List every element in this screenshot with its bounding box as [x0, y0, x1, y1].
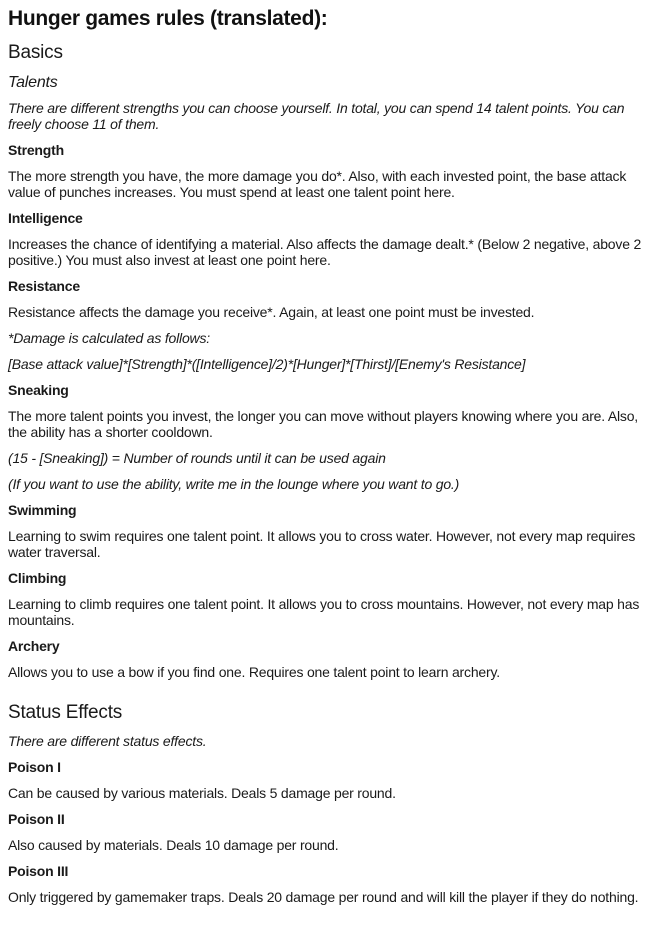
- status-effects-intro: There are different status effects.: [8, 733, 207, 749]
- status-poison2-name: Poison II: [8, 811, 65, 827]
- section-status-effects: [8, 701, 642, 905]
- talents-intro: There are different strengths you can choose yourself. In total, you can spend 14 talent points. You can freely choose 11 of them.: [8, 100, 625, 132]
- talent-resistance-name: Resistance: [8, 278, 80, 294]
- status-poison3-description: Only triggered by gamemaker traps. Deals 20 damage per round and will kill the player if they do nothing.: [8, 889, 639, 905]
- sneaking-usage-note: (If you want to use the ability, write me in the lounge where you want to go.): [8, 476, 460, 492]
- sneaking-cooldown-note: (15 - [Sneaking]) = Number of rounds until it can be used again: [8, 450, 386, 466]
- document-title: Hunger games rules (translated):: [8, 7, 328, 30]
- talent-archery-description: Allows you to use a bow if you find one. Requires one talent point to learn archery.: [8, 664, 500, 680]
- talent-archery-name: Archery: [8, 638, 60, 654]
- status-effects-heading: Status Effects: [8, 702, 123, 723]
- basics-heading: Basics: [8, 42, 63, 63]
- talent-swimming-description: Learning to swim requires one talent point. It allows you to cross water. However, not every map requires water traversal.: [8, 528, 636, 560]
- talent-strength-description: The more strength you have, the more damage you do*. Also, with each invested point, the base attack value of punches increases. You must spend at least one talent point here.: [8, 168, 627, 200]
- talent-sneaking-description: The more talent points you invest, the longer you can move without players knowing where you are. Also, the ability has a shorter cooldown.: [8, 408, 638, 440]
- damage-formula: [Base attack value]*[Strength]*([Intelligence]/2)*[Hunger]*[Thirst]/[Enemy's Resistance]: [8, 356, 526, 372]
- status-poison1-description: Can be caused by various materials. Deals 5 damage per round.: [8, 785, 396, 801]
- damage-formula-intro: *Damage is calculated as follows:: [8, 330, 210, 346]
- status-poison1-name: Poison I: [8, 759, 61, 775]
- talent-swimming-name: Swimming: [8, 502, 77, 518]
- talent-climbing-name: Climbing: [8, 570, 67, 586]
- talent-resistance-description: Resistance affects the damage you receive*. Again, at least one point must be invested.: [8, 304, 535, 320]
- status-poison3-name: Poison III: [8, 863, 69, 879]
- talent-climbing-description: Learning to climb requires one talent point. It allows you to cross mountains. However, not every map has mountains.: [8, 596, 640, 628]
- status-poison2-description: Also caused by materials. Deals 10 damage per round.: [8, 837, 339, 853]
- talent-intelligence-name: Intelligence: [8, 210, 83, 226]
- talent-sneaking-name: Sneaking: [8, 382, 69, 398]
- section-basics: [8, 41, 642, 680]
- talents-heading: Talents: [8, 74, 58, 91]
- talent-intelligence-description: Increases the chance of identifying a material. Also affects the damage dealt.* (Below 2 negative, above 2 positive.) You must also invest at least one point here.: [8, 236, 642, 268]
- talent-strength-name: Strength: [8, 142, 64, 158]
